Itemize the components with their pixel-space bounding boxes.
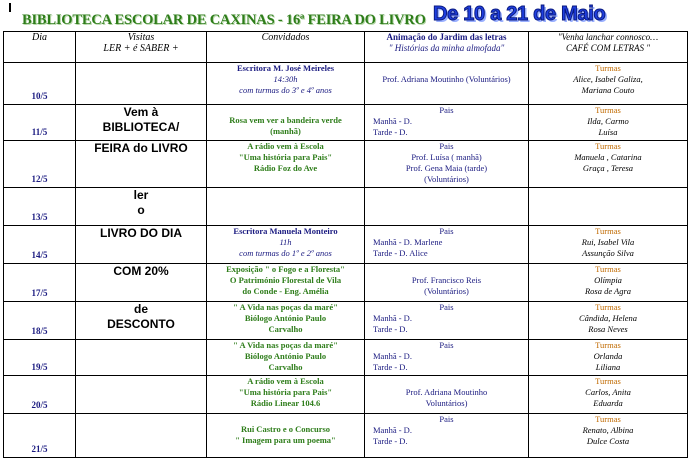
convidado-line: Rádio Foz do Ave	[253, 163, 318, 173]
col-visitas-sublabel: LER + é SABER +	[103, 43, 179, 54]
col-convidados-header	[207, 32, 365, 63]
col-cafe-label: "Venha lanchar connosco…	[557, 32, 659, 42]
visitas-line: BIBLIOTECA/	[102, 120, 180, 134]
cafe-line: Orlanda	[593, 351, 623, 361]
cafe-line: Luísa	[598, 127, 618, 137]
col-animacao-header	[365, 32, 529, 63]
convidado-line: " A Vida nas poças da maré"	[233, 302, 338, 312]
cafe-line: Rosa Neves	[588, 324, 628, 334]
animacao-line: Prof. Francisco Reis	[411, 275, 482, 285]
convidado-line: "Uma história para Pais"	[238, 152, 333, 162]
visitas-line: Vem à	[123, 105, 159, 119]
cell-cafe	[529, 340, 688, 376]
animacao-line: Prof. Luísa ( manhã)	[411, 152, 482, 162]
animacao-line	[365, 376, 528, 387]
animacao-line: Tarde - D.	[373, 127, 408, 137]
convidado-line: A rádio vem à Escola	[247, 376, 324, 386]
convidado-line: O Património Florestal de Vila	[229, 275, 342, 285]
cafe-line: Alice, Isabel Galiza,	[573, 74, 643, 84]
cafe-turmas-label: Turmas	[595, 105, 621, 115]
cafe-turmas-label: Turmas	[595, 302, 621, 312]
animacao-line: Pais	[439, 414, 454, 424]
convidado-line: Escritora Manuela Monteiro	[233, 226, 338, 236]
cafe-line: Renato, Albina	[582, 425, 634, 435]
convidado-line: 11h	[279, 237, 292, 247]
animacao-line: (Voluntários)	[424, 174, 469, 184]
animacao-line: Manhã - D. Marlene	[373, 237, 443, 247]
schedule-table	[3, 31, 688, 458]
cell-animacao	[365, 63, 529, 105]
cell-cafe	[529, 226, 688, 264]
cafe-line: Rosa de Agra	[584, 286, 632, 296]
cell-animacao	[365, 188, 529, 226]
animacao-line: Tarde - D.	[373, 436, 408, 446]
cell-cafe	[529, 105, 688, 141]
animacao-line: Manhã - D.	[373, 351, 412, 361]
convidado-line: Rosa vem ver a bandeira verde	[229, 115, 342, 125]
visitas-line: COM 20%	[113, 264, 169, 278]
cell-dia: 14/5	[4, 226, 76, 264]
col-cafe-header	[529, 32, 688, 63]
convidado-line: Rui Castro e o Concurso	[240, 424, 331, 434]
text-cursor	[9, 3, 11, 12]
cell-convidados	[207, 302, 365, 340]
visitas-line: LIVRO DO DIA	[99, 226, 182, 240]
cafe-line: Liliana	[595, 362, 621, 372]
cafe-turmas-label: Turmas	[595, 63, 621, 73]
cafe-turmas-label: Turmas	[595, 376, 621, 386]
animacao-line: Tarde - D.	[373, 362, 408, 372]
animacao-line: Manhã - D.	[373, 425, 412, 435]
convidado-line: 14:30h	[273, 74, 298, 84]
visitas-line: DESCONTO	[107, 317, 175, 331]
cafe-line: Cândida, Helena	[578, 313, 638, 323]
cafe-line: Olímpia	[594, 275, 622, 285]
cell-cafe	[529, 376, 688, 414]
cell-animacao	[365, 414, 529, 458]
cafe-line: Assunção Silva	[582, 248, 634, 258]
col-convidados-label: Convidados	[261, 32, 310, 43]
animacao-line: (Voluntários)	[424, 286, 469, 296]
cell-animacao	[365, 105, 529, 141]
cell-animacao	[365, 264, 529, 302]
animacao-line	[365, 264, 528, 275]
convidado-line: Biólogo António Paulo	[244, 351, 327, 361]
cell-visitas	[76, 141, 207, 188]
cell-visitas	[76, 414, 207, 458]
cell-convidados	[207, 376, 365, 414]
cell-animacao	[365, 340, 529, 376]
cell-cafe	[529, 414, 688, 458]
col-dia-label: Dia	[32, 32, 47, 43]
cafe-line: Dulce Costa	[586, 436, 630, 446]
cell-dia: 20/5	[4, 376, 76, 414]
convidado-line: com turmas do 1º e 2º anos	[239, 248, 332, 258]
cell-cafe	[529, 302, 688, 340]
visitas-line: de	[133, 302, 148, 316]
convidado-line: Rádio Linear 104.6	[250, 398, 321, 408]
animacao-line: Pais	[439, 340, 454, 350]
visitas-line: FEIRA do LIVRO	[94, 141, 188, 155]
table-row	[4, 141, 688, 188]
animacao-line: Pais	[439, 302, 454, 312]
cell-dia: 12/5	[4, 141, 76, 188]
col-visitas-header	[76, 32, 207, 63]
col-animacao-sublabel: " Histórias da minha almofada"	[388, 43, 505, 53]
cell-convidados	[207, 264, 365, 302]
cell-dia: 10/5	[4, 63, 76, 105]
cell-dia: 11/5	[4, 105, 76, 141]
cell-animacao	[365, 376, 529, 414]
col-dia-header	[4, 32, 76, 63]
convidado-line: do Conde - Eng. Amélia	[242, 286, 329, 296]
cafe-line: Graça , Teresa	[582, 163, 634, 173]
cafe-line: Eduarda	[593, 398, 623, 408]
animacao-line: Pais	[439, 226, 454, 236]
cell-visitas	[76, 302, 207, 340]
col-cafe-sublabel: CAFÉ COM LETRAS "	[565, 43, 651, 53]
animacao-line: Voluntários)	[425, 398, 468, 408]
cell-dia: 19/5	[4, 340, 76, 376]
cell-visitas	[76, 226, 207, 264]
table-row	[4, 302, 688, 340]
visitas-line: ler	[133, 188, 149, 202]
cafe-line: Manuela , Catarina	[574, 152, 642, 162]
cell-convidados	[207, 188, 365, 226]
cell-dia: 17/5	[4, 264, 76, 302]
animacao-line	[365, 63, 528, 74]
cell-cafe	[529, 141, 688, 188]
cell-visitas	[76, 340, 207, 376]
cell-dia: 13/5	[4, 188, 76, 226]
animacao-line: Manhã - D.	[373, 313, 412, 323]
cell-cafe	[529, 63, 688, 105]
cell-cafe	[529, 264, 688, 302]
cell-cafe	[529, 188, 688, 226]
cafe-line: Carlos, Anita	[585, 387, 631, 397]
cell-visitas	[76, 376, 207, 414]
cell-visitas	[76, 264, 207, 302]
convidado-line: Carvalho	[268, 362, 303, 372]
visitas-line: o	[137, 203, 145, 217]
table-row	[4, 264, 688, 302]
animacao-line: Prof. Adriana Moutinho (Voluntários)	[382, 74, 511, 84]
convidado-line: Exposição " o Fogo e a Floresta"	[226, 264, 345, 274]
cell-animacao	[365, 226, 529, 264]
title-dates: De 10 a 21 de Maio	[433, 3, 606, 25]
animacao-line: Tarde - D.	[373, 324, 408, 334]
table-row	[4, 340, 688, 376]
cell-convidados	[207, 414, 365, 458]
cell-convidados	[207, 226, 365, 264]
cell-visitas	[76, 188, 207, 226]
cell-dia: 18/5	[4, 302, 76, 340]
convidado-line: com turmas do 3º e 4º anos	[239, 85, 332, 95]
col-visitas-label: Visitas	[127, 32, 155, 43]
animacao-line: Manhã - D.	[373, 116, 412, 126]
cell-convidados	[207, 63, 365, 105]
cell-convidados	[207, 141, 365, 188]
table-row	[4, 226, 688, 264]
animacao-line: Pais	[439, 105, 454, 115]
cell-visitas	[76, 105, 207, 141]
convidado-line: Biólogo António Paulo	[244, 313, 327, 323]
animacao-line: Tarde - D. Alice	[373, 248, 428, 258]
cell-convidados	[207, 340, 365, 376]
convidado-line: A rádio vem à Escola	[247, 141, 324, 151]
cafe-turmas-label: Turmas	[595, 414, 621, 424]
convidado-line: Carvalho	[268, 324, 303, 334]
col-animacao-label: Animação do Jardim das letras	[386, 32, 507, 42]
title-school: BIBLIOTECA ESCOLAR DE CAXINAS - 16ª FEIRA DO LIVRO	[22, 12, 426, 28]
cell-animacao	[365, 302, 529, 340]
cell-visitas	[76, 63, 207, 105]
convidado-line: Escritora M. José Meireles	[236, 63, 335, 73]
cell-dia: 21/5	[4, 414, 76, 458]
table-row	[4, 414, 688, 458]
convidado-line: "Uma história para Pais"	[238, 387, 333, 397]
animacao-line: Prof. Gena Maia (tarde)	[405, 163, 488, 173]
table-row	[4, 188, 688, 226]
cafe-line: Ilda, Carmo	[587, 116, 629, 126]
cafe-turmas-label: Turmas	[595, 141, 621, 151]
animacao-line: Prof. Adriana Moutinho	[405, 387, 488, 397]
header-row	[4, 32, 688, 63]
cafe-turmas-label: Turmas	[595, 226, 621, 236]
table-row	[4, 376, 688, 414]
convidado-line: " A Vida nas poças da maré"	[233, 340, 338, 350]
cafe-turmas-label: Turmas	[595, 340, 621, 350]
cafe-line: Mariana Couto	[581, 85, 635, 95]
animacao-line: Pais	[439, 141, 454, 151]
cell-convidados	[207, 105, 365, 141]
cell-animacao	[365, 141, 529, 188]
cafe-turmas-label: Turmas	[595, 264, 621, 274]
convidado-line: " Imagem para um poema"	[235, 435, 336, 445]
table-row	[4, 63, 688, 105]
table-row	[4, 105, 688, 141]
convidado-line: (manhã)	[270, 126, 301, 136]
cafe-line: Rui, Isabel Vila	[581, 237, 635, 247]
